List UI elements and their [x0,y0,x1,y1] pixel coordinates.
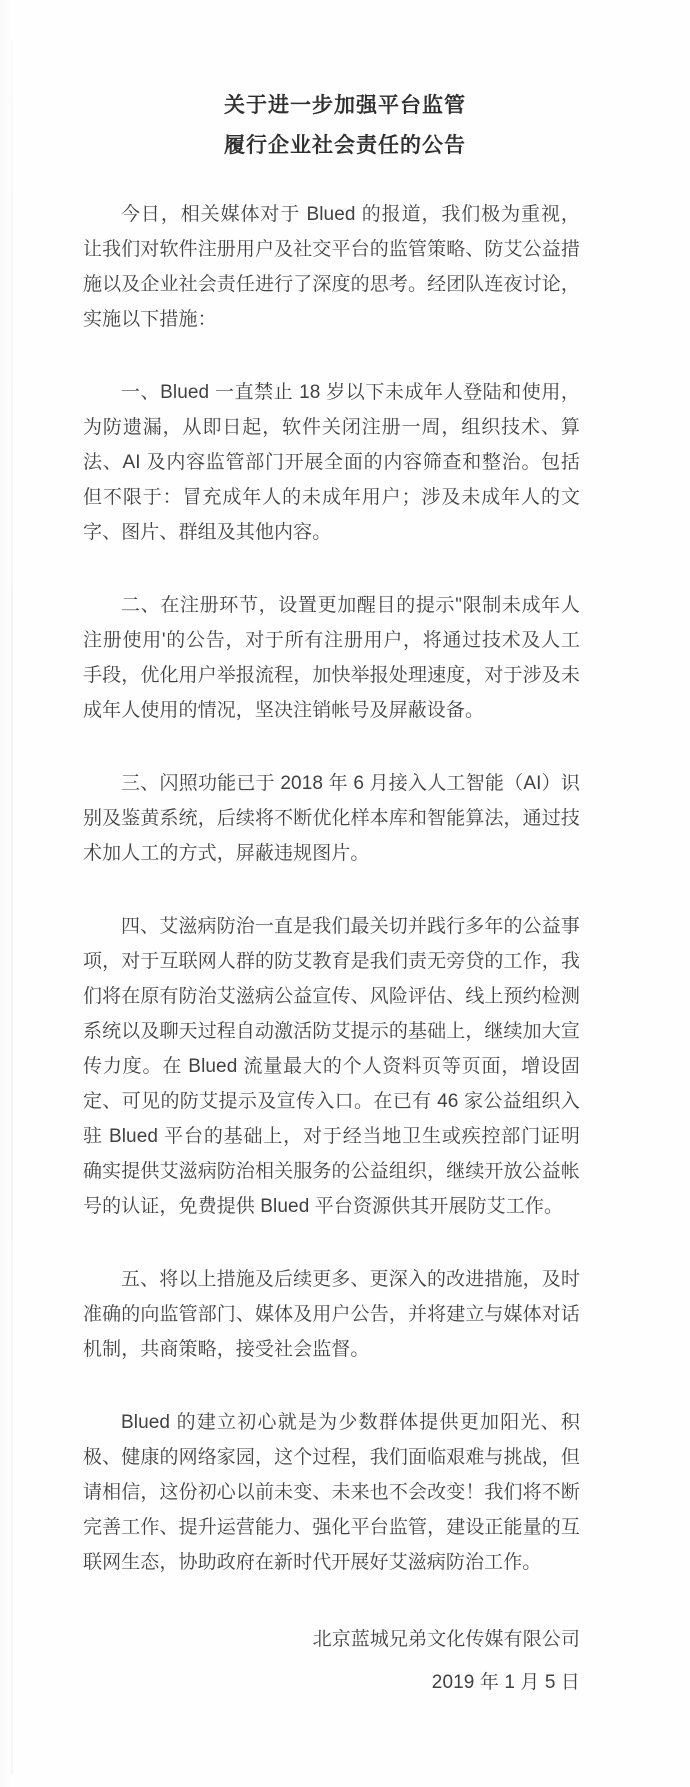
paragraph-measure-4: 四、艾滋病防治一直是我们最关切并践行多年的公益事项，对于互联网人群的防艾教育是我们责无旁贷的工作，我们将在原有防治艾滋病公益宣传、风险评估、线上预约检测系统以及聊天过程自动激活防艾提示的基础上，继续加大宣传力度。在 Blued 流量最大的个人资料页等页面，增设固定、可见的防艾提示及宣传入口。在已有 46 家公益组织入驻 Blued 平台的基础上，对于经当地卫生或疾控部门证明确实提供艾滋病防治相关服务的公益组织，继续开放公益帐号的认证，免费提供 Blued 平台资源供其开展防艾工作。 [83,916,580,1217]
page-title [0,86,690,166]
title-line-1: 关于进一步加强平台监管 [224,94,466,117]
paragraph-measure-3: 三、闪照功能已于 2018 年 6 月接入人工智能（AI）识别及鉴黄系统，后续将不断优化样本库和智能算法，通过技术加人工的方式，屏蔽违规图片。 [83,773,580,864]
paragraph-measure-5: 五、将以上措施及后续更多、更深入的改进措施，及时准确的向监管部门、媒体及用户公告，并将建立与媒体对话机制，共商策略，接受社会监督。 [83,1269,580,1360]
paragraph-closing: Blued 的建立初心就是为少数群体提供更加阳光、积极、健康的网络家园，这个过程，我们面临艰难与挑战，但请相信，这份初心以前未变、未来也不会改变！我们将不断完善工作、提升运营能力、强化平台监管，建设正能量的互联网生态，协助政府在新时代开展好艾滋病防治工作。 [83,1412,580,1573]
announcement-body [0,197,690,1704]
signature-company: 北京蓝城兄弟文化传媒有限公司 [312,1629,580,1650]
title-line-2: 履行企业社会责任的公告 [224,134,466,157]
paragraph-measure-1: 一、Blued 一直禁止 18 岁以下未成年人登陆和使用，为防遗漏，从即日起，软件关闭注册一周，组织技术、算法、AI 及内容监管部门开展全面的内容筛查和整治。包括但不限于：冒充成年人的未成年用户；涉及未成年人的文字、图片、群组及其他内容。 [83,382,580,543]
paragraph-measure-2: 二、在注册环节，设置更加醒目的提示"限制未成年人注册使用'的公告，对于所有注册用户，将通过技术及人工手段，优化用户举报流程，加快举报处理速度，对于涉及未成年人使用的情况，坚决注销帐号及屏蔽设备。 [83,595,580,721]
signature-block [83,1618,580,1704]
paragraph-intro: 今日，相关媒体对于 Blued 的报道，我们极为重视，让我们对软件注册用户及社交平台的监管策略、防艾公益措施以及企业社会责任进行了深度的思考。经团队连夜讨论，实施以下措施： [83,204,580,330]
signature-date: 2019 年 1 月 5 日 [431,1672,580,1693]
page-left-edge-line [11,40,13,1775]
page-left-edge-shade [0,0,11,1787]
